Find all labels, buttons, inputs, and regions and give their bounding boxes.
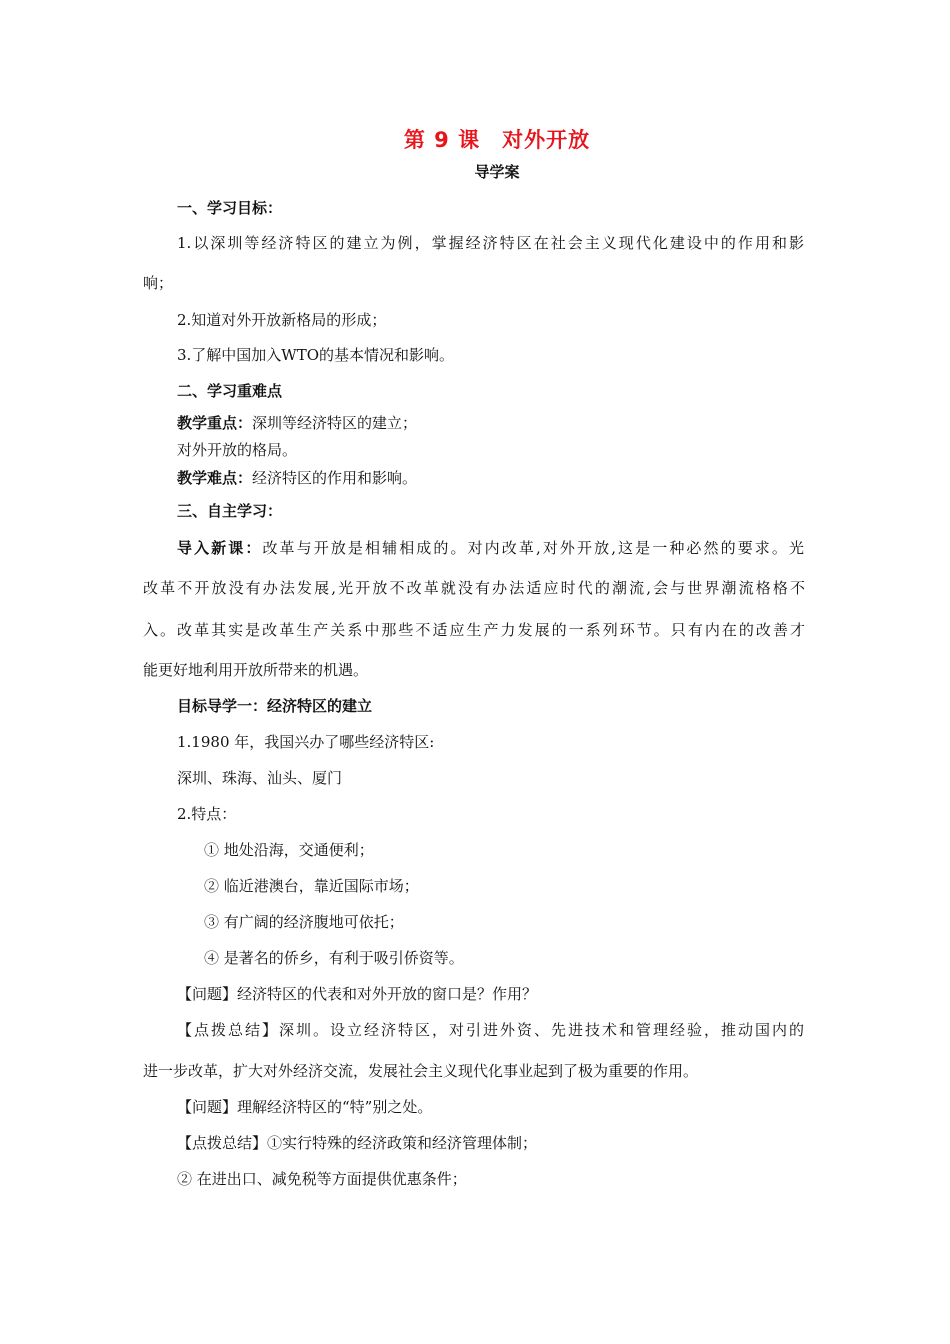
section1-heading: 一、学习目标： <box>177 199 283 217</box>
difficult-point-text: 经济特区的作用和影响。 <box>252 469 418 487</box>
goal1-question-2: 2.特点： <box>177 805 237 823</box>
intro-line1 <box>177 538 804 558</box>
intro-text-1: 改革与开放是相辅相成的。对内改革,对外开放,这是一种必然的要求。光 <box>262 539 804 557</box>
summary-1-line2: 进一步改革，扩大对外经济交流，发展社会主义现代化事业起到了极为重要的作用。 <box>143 1062 699 1080</box>
intro-line4: 能更好地利用开放所带来的机遇。 <box>143 661 369 679</box>
feature-point-4: ④ 是著名的侨乡，有利于吸引侨资等。 <box>204 949 464 967</box>
goal1-question-1: 1.1980 年，我国兴办了哪些经济特区: <box>177 733 435 751</box>
feature-point-2: ② 临近港澳台，靠近国际市场； <box>204 877 419 895</box>
objective-1-line1: 1.以深圳等经济特区的建立为例，掌握经济特区在社会主义现代化建设中的作用和影 <box>177 234 804 252</box>
section2-heading: 二、学习重难点 <box>177 382 283 400</box>
section3-heading: 三、自主学习： <box>177 502 283 520</box>
page-subtitle: 导学案 <box>474 163 520 181</box>
goal1-answer-1: 深圳、珠海、汕头、厦门 <box>177 769 343 787</box>
feature-point-3: ③ 有广阔的经济腹地可依托； <box>204 913 404 931</box>
key-point-text: 深圳等经济特区的建立； <box>252 414 418 432</box>
difficult-point-label: 教学难点： <box>177 469 253 487</box>
intro-line2: 改革不开放没有办法发展,光开放不改革就没有办法适应时代的潮流,会与世界潮流格格不 <box>143 579 805 597</box>
objective-2: 2.知道对外开放新格局的形成； <box>177 311 387 329</box>
question-1: 【问题】经济特区的代表和对外开放的窗口是？作用？ <box>177 985 538 1003</box>
goal1-heading: 目标导学一：经济特区的建立 <box>177 697 373 715</box>
key-point-label: 教学重点： <box>177 414 253 432</box>
objective-3: 3.了解中国加入WTO的基本情况和影响。 <box>177 346 455 364</box>
difficult-point <box>177 468 417 488</box>
intro-line3: 入。改革其实是改革生产关系中那些不适应生产力发展的一系列环节。只有内在的改善才 <box>143 621 805 639</box>
feature-point-1: ① 地处沿海，交通便利； <box>204 841 374 859</box>
summary-1-line1: 【点拨总结】深圳。设立经济特区，对引进外资、先进技术和管理经验，推动国内的 <box>177 1021 804 1039</box>
summary-2-line1: 【点拨总结】①实行特殊的经济政策和经济管理体制； <box>177 1134 538 1152</box>
key-point <box>177 413 417 433</box>
summary-2-line2: ② 在进出口、减免税等方面提供优惠条件； <box>177 1170 467 1188</box>
page-title: 第 9 课 对外开放 <box>403 128 591 152</box>
objective-1-line2: 响； <box>143 274 174 292</box>
question-2: 【问题】理解经济特区的“特”别之处。 <box>177 1098 433 1116</box>
intro-label: 导入新课： <box>177 539 263 557</box>
key-point-2: 对外开放的格局。 <box>177 441 298 459</box>
